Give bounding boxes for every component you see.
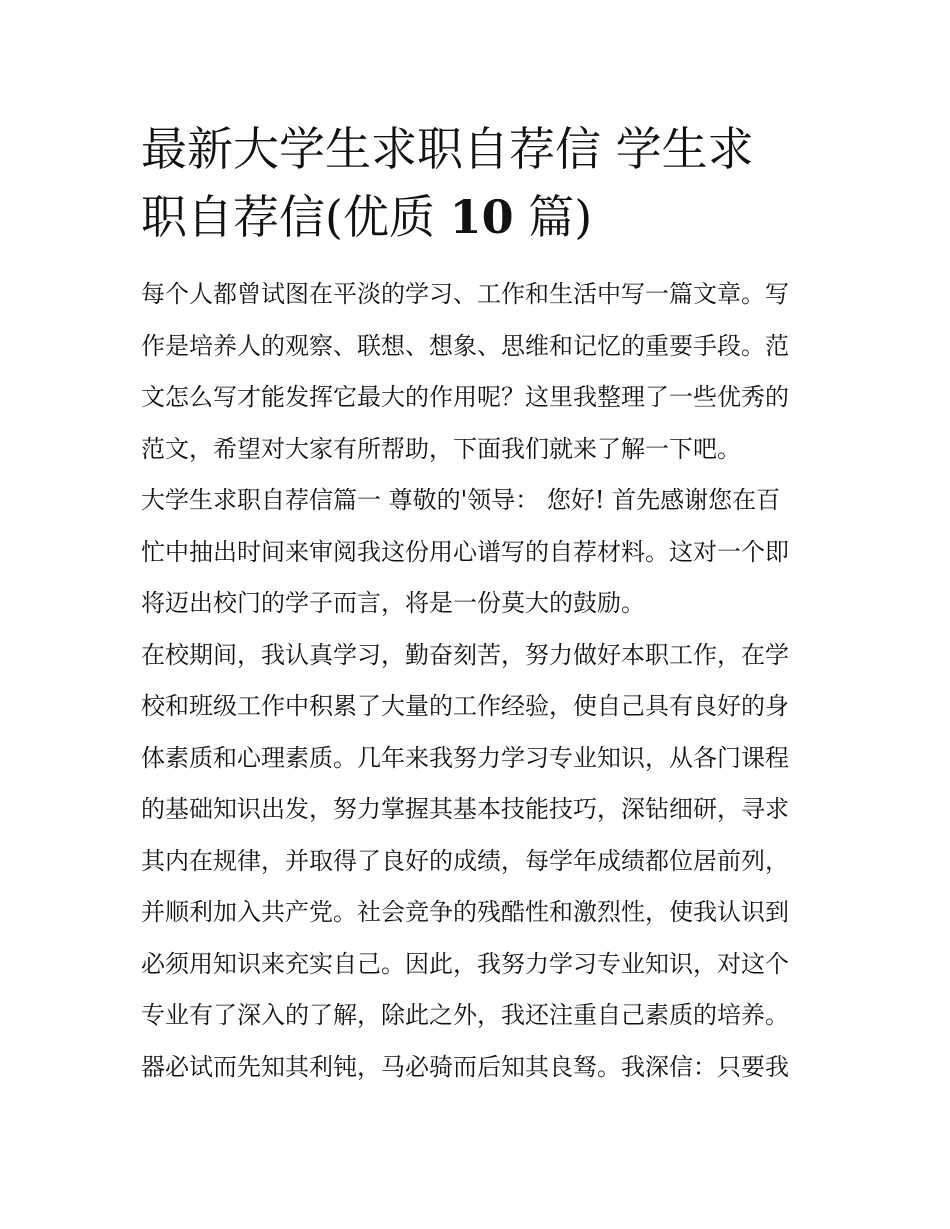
paragraph-line: 文怎么写才能发挥它最大的作用呢？这里我整理了一些优秀的	[141, 383, 789, 411]
paragraph-line: 每个人都曾试图在平淡的学习、工作和生活中写一篇文章。写	[141, 280, 789, 308]
paragraph-line: 的基础知识出发，努力掌握其基本技能技巧，深钻细研，寻求	[141, 795, 789, 823]
title-line-1: 最新大学生求职自荐信 学生求	[141, 122, 754, 176]
paragraph-line: 器必试而先知其利钝，马必骑而后知其良驽。我深信：只要我	[141, 1052, 789, 1081]
paragraph-line: 专业有了深入的了解，除此之外，我还注重自己素质的培养。	[141, 1001, 789, 1029]
paragraph-line: 校和班级工作中积累了大量的工作经验，使自己具有良好的身	[141, 692, 789, 720]
paragraph-line: 作是培养人的观察、联想、想象、思维和记忆的重要手段。范	[141, 331, 789, 360]
title-line-2-prefix: 职自荐信(优质	[141, 190, 450, 244]
paragraph-line: 其内在规律，并取得了良好的成绩，每学年成绩都位居前列，	[141, 846, 789, 875]
title-line-2	[141, 183, 813, 251]
title-line-2-number: 10	[449, 190, 514, 244]
paragraph-line: 大学生求职自荐信篇一 尊敬的'领导： 您好! 首先感谢您在百	[141, 486, 781, 514]
paragraph-line: 在校期间，我认真学习，勤奋刻苦，努力做好本职工作，在学	[141, 640, 789, 669]
paragraph-letter-opening	[141, 475, 813, 630]
paragraph-intro	[141, 269, 813, 475]
paragraph-line: 体素质和心理素质。几年来我努力学习专业知识，从各门课程	[141, 743, 789, 772]
paragraph-line: 范文，希望对大家有所帮助，下面我们就来了解一下吧。	[141, 434, 741, 463]
title-line-2-suffix: 篇)	[513, 190, 593, 244]
document-title	[141, 115, 813, 251]
paragraph-line: 将迈出校门的学子而言，将是一份莫大的鼓励。	[141, 589, 645, 617]
paragraph-line: 忙中抽出时间来审阅我这份用心谱写的自荐材料。这对一个即	[141, 537, 789, 566]
paragraph-school-experience	[141, 630, 813, 1094]
paragraph-line: 并顺利加入共产党。社会竞争的残酷性和激烈性，使我认识到	[141, 898, 789, 926]
paragraph-line: 必须用知识来充实自己。因此，我努力学习专业知识，对这个	[141, 949, 789, 978]
document-content	[141, 115, 813, 1093]
